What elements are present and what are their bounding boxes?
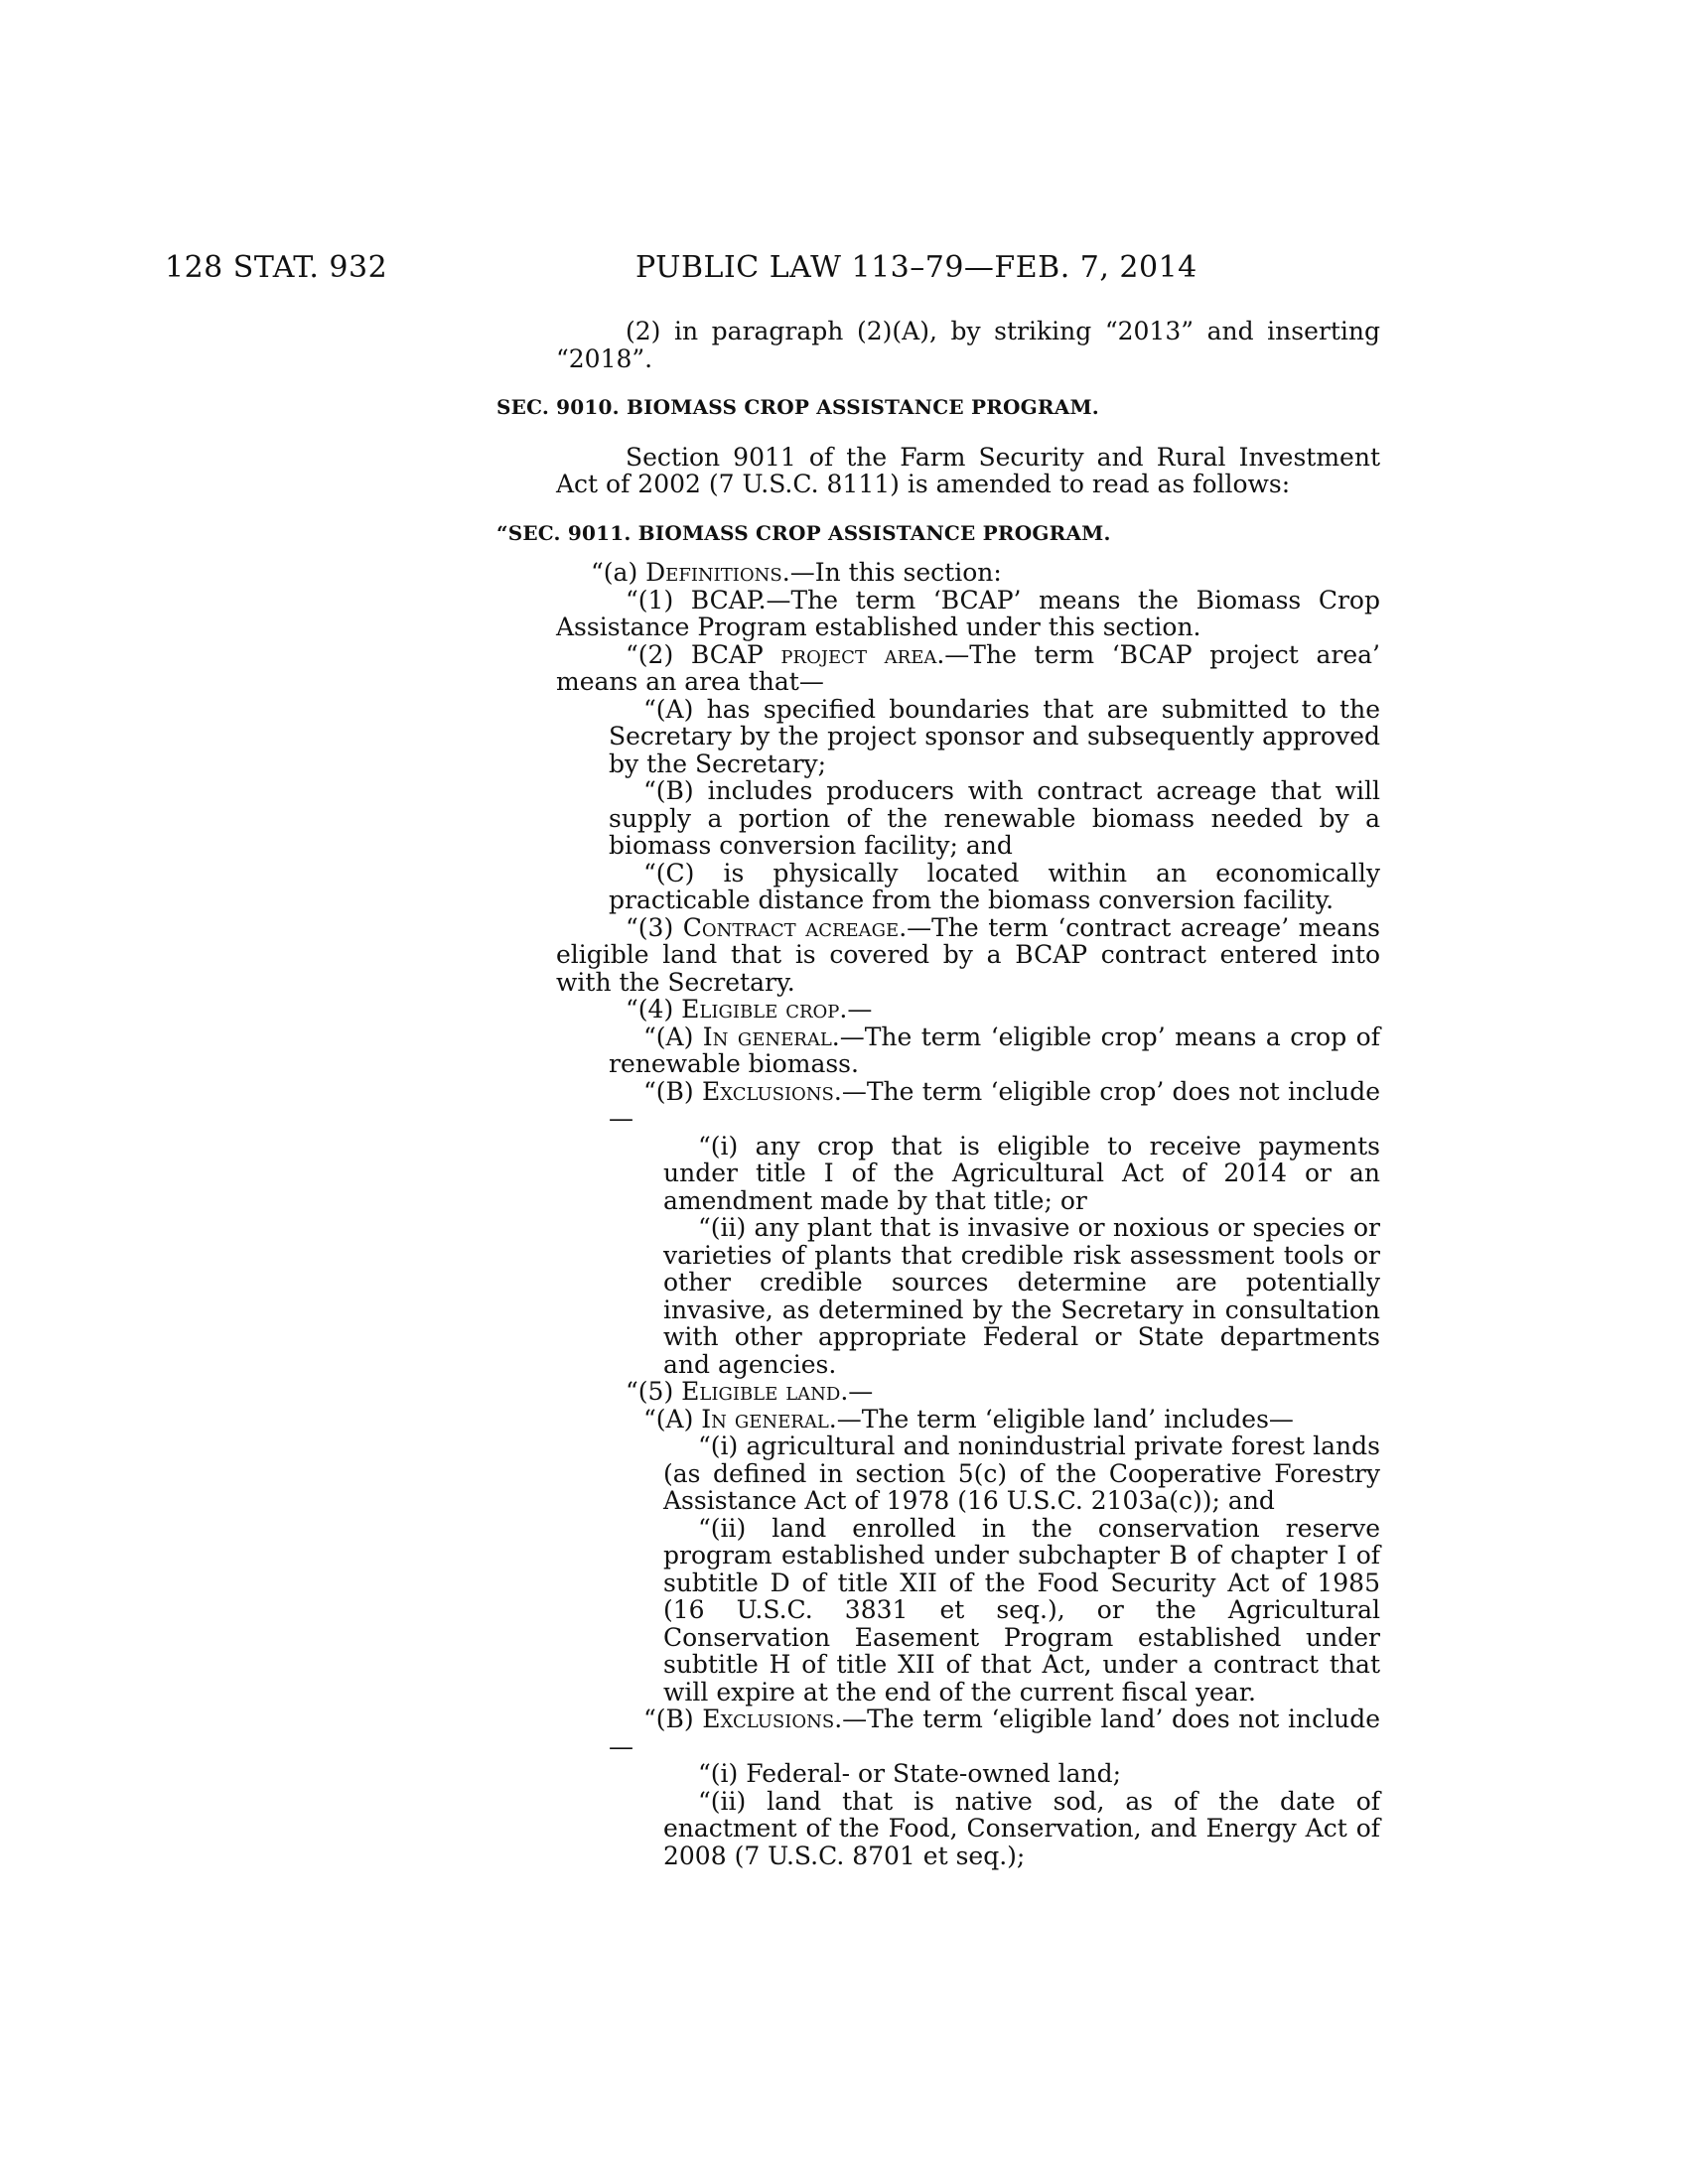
paragraph-4-A: “(A) In general.—The term ‘eligible crop’ means a crop of renewable biomass.	[609, 1022, 1380, 1078]
stat-page-number: 128 STAT. 932	[165, 250, 388, 285]
paragraph-4-B-i: “(i) any crop that is eligible to receive payments under title I of the Agricultural Act of 2014 or an amendment made by that title; or	[663, 1131, 1380, 1215]
section-heading-9011: “SEC. 9011. BIOMASS CROP ASSISTANCE PROGRAM.	[496, 520, 1111, 545]
paragraph-5-B-i: “(i) Federal- or State-owned land;	[698, 1759, 1122, 1788]
paragraph-4-B-ii: “(ii) any plant that is invasive or noxious or species or varieties of plants that credible risk assessment tools or other credible sources determine are potentially invasive, as determined by the Secretary in consultation with other appropriate Federal or State departments and agencies.	[663, 1213, 1380, 1379]
paragraph-5-A: “(A) In general.—The term ‘eligible land’ includes—	[643, 1404, 1294, 1433]
paragraph-section-9011: Section 9011 of the Farm Security and Rural Investment Act of 2002 (7 U.S.C. 8111) is amended to read as follows:	[556, 442, 1380, 498]
section-heading-9010: SEC. 9010. BIOMASS CROP ASSISTANCE PROGRAM.	[496, 395, 1099, 419]
paragraph-4: “(4) Eligible crop.—	[626, 995, 873, 1024]
paragraph-5: “(5) Eligible land.—	[626, 1377, 874, 1406]
paragraph-2-A: “(A) has specified boundaries that are submitted to the Secretary by the project sponsor and subsequently approved by the Secretary;	[609, 694, 1380, 778]
paragraph-5-B: “(B) Exclusions.—The term ‘eligible land’ does not include—	[609, 1705, 1380, 1761]
paragraph-1: “(1) BCAP.—The term ‘BCAP’ means the Biomass Crop Assistance Program established under this section.	[556, 585, 1380, 641]
paragraph-2-B: “(B) includes producers with contract acreage that will supply a portion of the renewable biomass needed by a biomass conversion facility; and	[609, 776, 1380, 860]
paragraph-intro: (2) in paragraph (2)(A), by striking “2013” and inserting “2018”.	[556, 317, 1380, 373]
paragraph-4-B: “(B) Exclusions.—The term ‘eligible crop’ does not include—	[609, 1076, 1381, 1133]
paragraph-5-A-ii: “(ii) land enrolled in the conservation reserve program established under subchapter B of chapter I of subtitle D of title XII of the Food Security Act of 1985 (16 U.S.C. 3831 et seq.), or the Agricultural Conservation Easement Program established under subtitle H of title XII of that Act, under a contract that will expire at the end of the current fiscal year.	[663, 1513, 1380, 1706]
paragraph-2: “(2) BCAP project area.—The term ‘BCAP project area’ means an area that—	[556, 639, 1380, 696]
public-law-header: PUBLIC LAW 113–79—FEB. 7, 2014	[635, 250, 1197, 285]
document-body	[496, 317, 1381, 1870]
paragraph-5-B-ii: “(ii) land that is native sod, as of the date of enactment of the Food, Conservation, and Energy Act of 2008 (7 U.S.C. 8701 et seq.);	[663, 1786, 1380, 1870]
paragraph-3: “(3) Contract acreage.—The term ‘contract acreage’ means eligible land that is covered by a BCAP contract entered into with the Secretary.	[556, 912, 1380, 997]
paragraph-5-A-i: “(i) agricultural and nonindustrial private forest lands (as defined in section 5(c) of the Cooperative Forestry Assistance Act of 1978 (16 U.S.C. 2103a(c)); and	[663, 1432, 1380, 1515]
paragraph-2-C: “(C) is physically located within an economically practicable distance from the biomass conversion facility.	[609, 858, 1380, 914]
subsection-a: “(a) Definitions.—In this section:	[591, 558, 1002, 587]
